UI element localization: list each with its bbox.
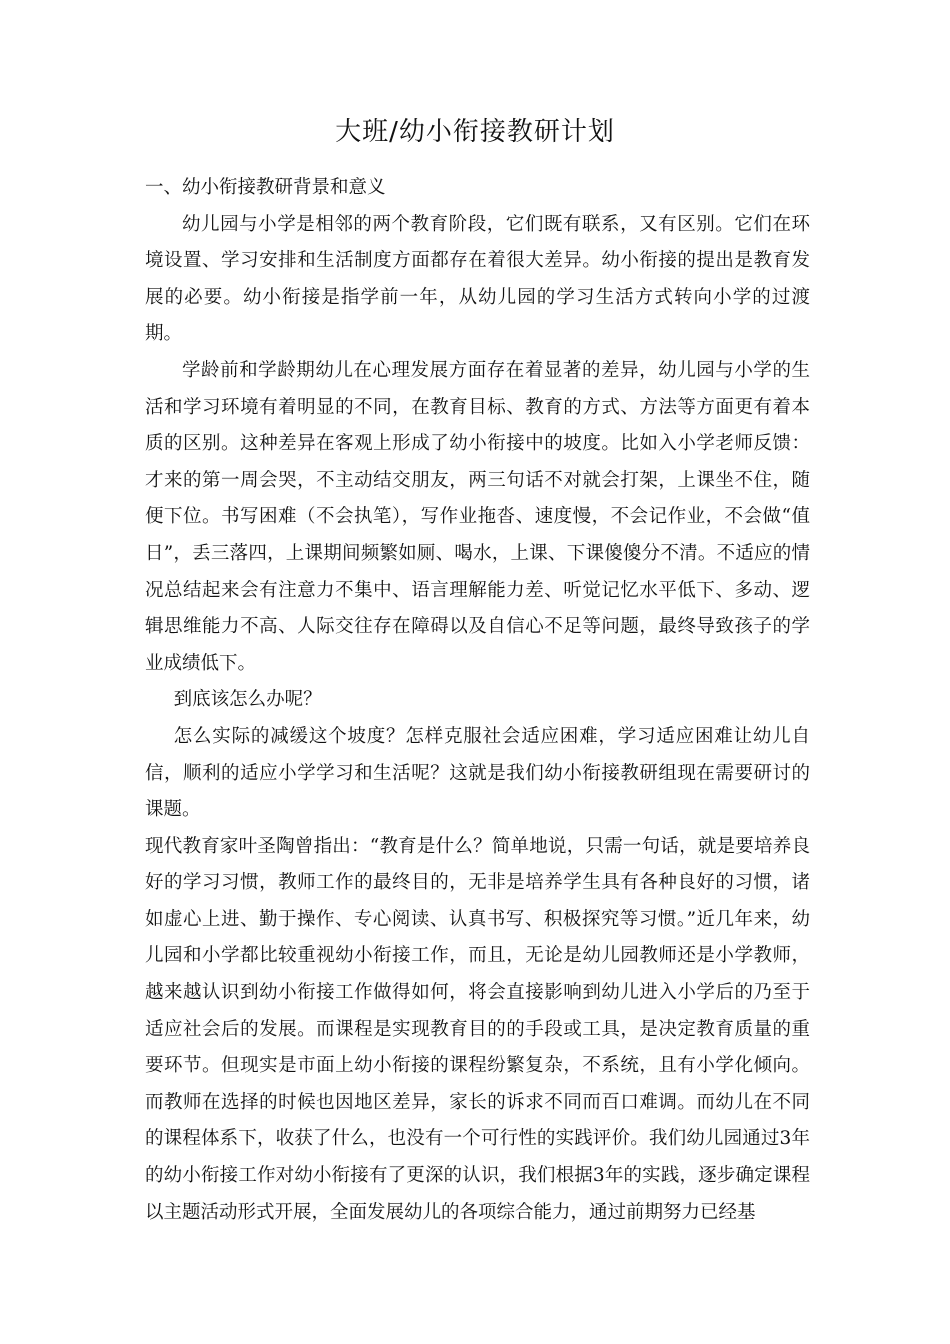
document-body [145, 170, 810, 1231]
paragraph-background: 幼儿园与小学是相邻的两个教育阶段，它们既有联系，又有区别。它们在环境设置、学习安排和生活制度方面都存在着很大差异。幼小衔接的提出是教育发展的必要。幼小衔接是指学前一年，从幼儿园的学习生活方式转向小学的过渡期。 [145, 213, 810, 345]
document-title: 大班/幼小衔接教研计划 [335, 117, 615, 147]
paragraph-differences: 学龄前和学龄期幼儿在心理发展方面存在着显著的差异，幼儿园与小学的生活和学习环境有着明显的不同，在教育目标、教育的方式、方法等方面更有着本质的区别。这种差异在客观上形成了幼小衔接中的坡度。比如入小学老师反馈：才来的第一周会哭，不主动结交朋友，两三句话不对就会打架，上课坐不住，随便下位。书写困难（不会执笔），写作业拖沓、速度慢，不会记作业，不会做“值日”，丢三落四，上课期间频繁如厕、喝水，上课、下课傻傻分不清。不适应的情况总结起来会有注意力不集中、语言理解能力差、听觉记忆水平低下、多动、逻辑思维能力不高、人际交往存在障碍以及自信心不足等问题，最终导致孩子的学业成绩低下。 [145, 359, 810, 674]
section-heading: 一、幼小衔接教研背景和意义 [145, 177, 386, 198]
paragraph-question: 到底该怎么办呢？ [173, 689, 322, 711]
paragraph-research-topic: 怎么实际的减缓这个坡度？怎样克服社会适应困难，学习适应困难让幼儿自信，顺利的适应小学学习和生活呢？这就是我们幼小衔接教研组现在需要研讨的课题。 [145, 725, 810, 821]
paragraph-quote-and-practice: 现代教育家叶圣陶曾指出：“教育是什么？简单地说，只需一句话，就是要培养良好的学习习惯，教师工作的最终目的，无非是培养学生具有各种良好的习惯，诸如虚心上进、勤于操作、专心阅读、认真书写、积极探究等习惯。”近几年来，幼儿园和小学都比较重视幼小衔接工作，而且，无论是幼儿园教师还是小学教师，越来越认识到幼小衔接工作做得如何，将会直接影响到幼儿进入小学后的乃至于适应社会后的发展。而课程是实现教育目的的手段或工具，是决定教育质量的重要环节。但现实是市面上幼小衔接的课程纷繁复杂，不系统，且有小学化倾向。而教师在选择的时候也因地区差异，家长的诉求不同而百口难调。而幼儿在不同的课程体系下，收获了什么，也没有一个可行性的实践评价。我们幼儿园通过3年的幼小衔接工作对幼小衔接有了更深的认识，我们根据3年的实践，逐步确定课程以主题活动形式开展，全面发展幼儿的各项综合能力，通过前期努力已经基 [145, 835, 810, 1223]
